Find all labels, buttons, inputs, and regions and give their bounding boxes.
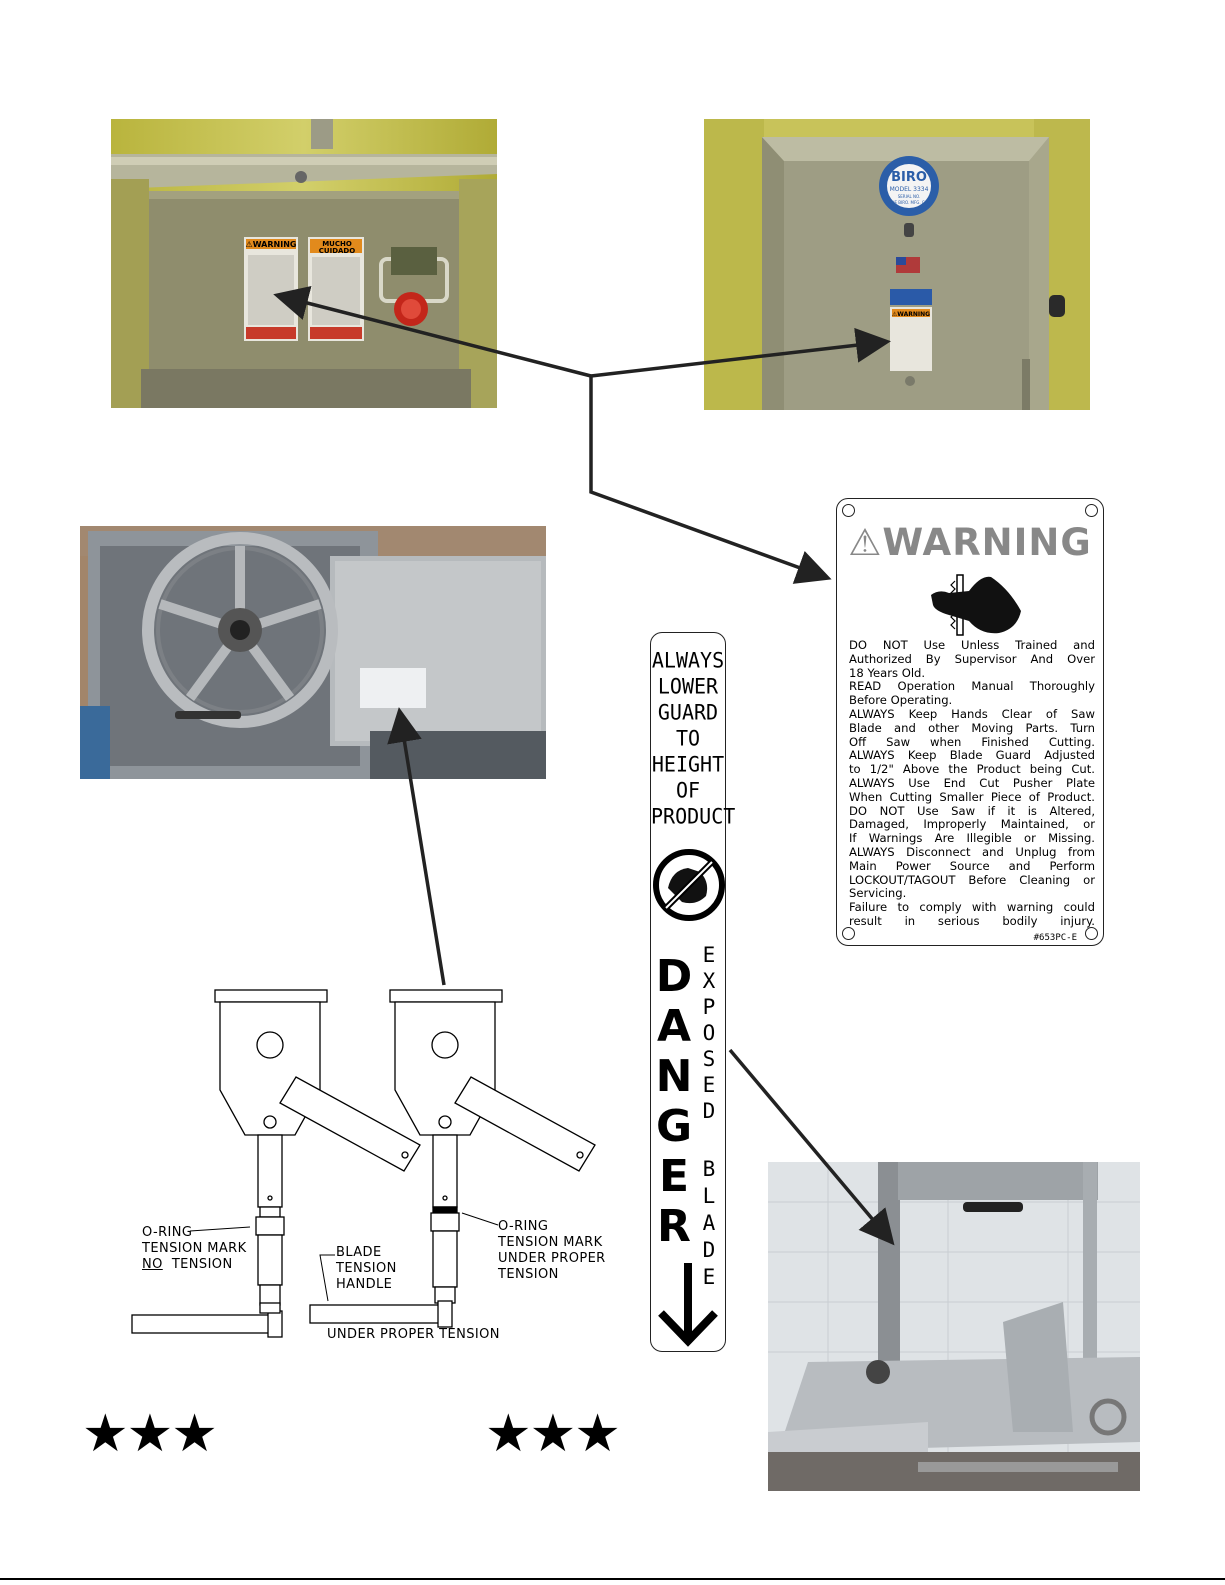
blade-letter: E [702, 1265, 716, 1289]
mount-hole [1085, 504, 1098, 517]
exposed-letter: X [702, 969, 716, 993]
decal-line: DO NOT Use Unless Trained and [849, 638, 1095, 652]
left-label-line: O-RING [142, 1225, 193, 1240]
warning-decal [836, 498, 1104, 946]
decal-line: 18 Years Old. [849, 665, 926, 680]
handle-label [336, 1245, 397, 1293]
guard-line: ALWAYS [651, 647, 725, 673]
decal-title: ⚠WARNING [848, 521, 1092, 564]
decal-line: Damaged, Improperly Maintained, or [849, 817, 1095, 832]
no-underlined: NO [142, 1257, 163, 1272]
decal-line: DO NOT Use Saw if it is Altered, [849, 803, 1095, 818]
guard-line: GUARD [657, 699, 719, 725]
plate-serial: SERIAL NO. [897, 194, 921, 199]
decal-text-block [849, 639, 1095, 929]
decal-line: READ Operation Manual Thoroughly [849, 679, 1095, 694]
handle-label-line: HANDLE [336, 1277, 393, 1292]
right-label-line: TENSION MARK [498, 1235, 603, 1250]
decal-line: Authorized By Supervisor And Over [849, 651, 1095, 666]
danger-letter: R [657, 1201, 691, 1252]
decal-line: ALWAYS Keep Hands Clear of Saw [849, 706, 1095, 721]
no-hands-icon [652, 848, 726, 922]
mount-hole [842, 927, 855, 940]
decal-line: ALWAYS Disconnect and Unplug from [849, 844, 1095, 859]
danger-letter: D [655, 951, 693, 1002]
handle-label-line: TENSION [336, 1261, 397, 1276]
tl-cuidado-label-1: MUCHO [322, 240, 352, 248]
danger-letter: N [655, 1051, 693, 1102]
left-label-line: TENSION MARK [142, 1241, 247, 1256]
danger-letter: E [658, 1151, 690, 1202]
decal-code: #653PC-E [1033, 933, 1077, 943]
exposed-letter: E [702, 1073, 716, 1097]
tl-cuidado-label-2: CUIDADO [318, 247, 356, 255]
down-arrow-icon [657, 1263, 719, 1347]
mount-hole [1085, 927, 1098, 940]
decal-line: Main Power Source and Perform [849, 858, 1095, 873]
handle-label-line: BLADE [336, 1245, 382, 1260]
guard-line: HEIGHT [651, 751, 725, 777]
blade-letter: L [702, 1184, 716, 1208]
bottom-tension-label: UNDER PROPER TENSION [327, 1327, 500, 1342]
exposed-letter: P [702, 995, 716, 1019]
left-label-line [142, 1257, 247, 1273]
decal-line: to 1/2" Above the Product being Cut. [849, 762, 1095, 777]
decal-line: When Cutting Smaller Piece of Product. [849, 789, 1095, 804]
stars-left: ★★★ [82, 1404, 216, 1464]
hand-hazard-icon [929, 571, 1021, 643]
decal-line: ALWAYS Keep Blade Guard Adjusted [849, 748, 1095, 763]
blade-letter: A [702, 1211, 716, 1235]
decal-line: Blade and other Moving Parts. Turn [849, 720, 1095, 735]
exposed-letter: D [702, 1099, 716, 1123]
decal-line: result in serious bodily injury. [849, 913, 1095, 928]
decal-line: Servicing. [849, 886, 907, 901]
danger-letter: G [655, 1101, 693, 1152]
guard-line: TO [675, 725, 701, 751]
plate-brand: BIRO [891, 170, 927, 185]
decal-line: If Warnings Are Illegible or Missing. [849, 831, 1095, 846]
decal-line: Off Saw when Finished Cutting. [849, 734, 1095, 749]
blade-letter: D [702, 1238, 716, 1262]
exposed-letter: S [702, 1047, 716, 1071]
tl-warning-label: ⚠WARNING [245, 240, 297, 249]
right-label-line: O-RING [498, 1219, 549, 1234]
decal-line: Failure to comply with warning could [849, 900, 1095, 915]
guard-line: OF [675, 777, 701, 803]
left-label-tension: TENSION [171, 1257, 233, 1272]
plate-company: THE BIRO. MFG. CO. [889, 200, 929, 205]
decal-line: Before Operating. [849, 693, 953, 708]
danger-decal [650, 632, 736, 1352]
danger-letter: A [656, 1001, 692, 1052]
stars-right: ★★★ [485, 1404, 619, 1464]
mount-hole [842, 504, 855, 517]
blade-letter: B [702, 1157, 716, 1181]
right-oring-label [498, 1219, 606, 1283]
left-oring-label [142, 1225, 247, 1273]
tr-warning-label: ⚠WARNING [891, 311, 931, 318]
exposed-letter: E [702, 943, 716, 967]
guard-line: LOWER [657, 673, 719, 699]
exposed-letter: O [702, 1021, 716, 1045]
guard-line: PRODUCT [651, 803, 736, 829]
right-label-line: UNDER PROPER [498, 1251, 606, 1266]
bottom-rule [0, 1578, 1225, 1580]
decal-line: ALWAYS Use End Cut Pusher Plate [849, 775, 1095, 790]
decal-line: LOCKOUT/TAGOUT Before Cleaning or [849, 872, 1095, 887]
plate-model: MODEL 3334 [889, 186, 929, 193]
right-label-line: TENSION [498, 1267, 559, 1282]
